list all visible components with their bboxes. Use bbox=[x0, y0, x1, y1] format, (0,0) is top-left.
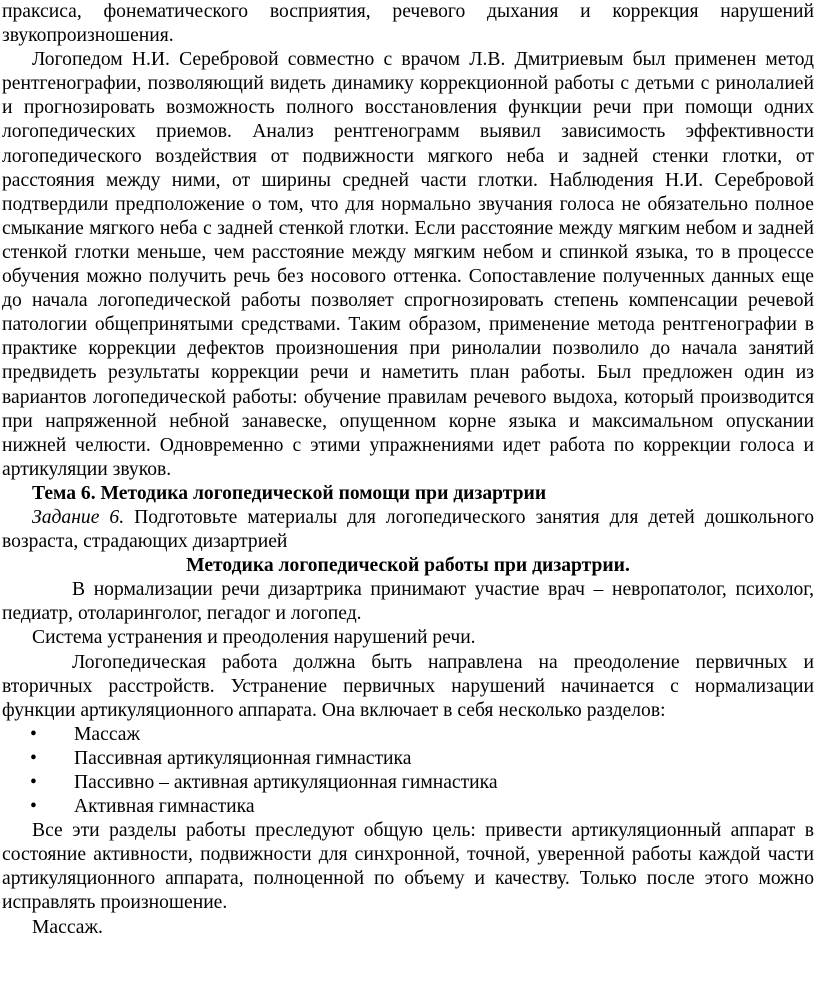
paragraph-participants: В нормализации речи дизартрика принимают участие врач – невропатолог, психолог, педиатр, отоларинголог, пегадог и логопед. bbox=[2, 579, 814, 625]
list-item bbox=[2, 747, 814, 771]
list-item bbox=[2, 771, 814, 795]
list-item-text: Массаж bbox=[74, 723, 140, 745]
list-item-text: Активная гимнастика bbox=[74, 796, 255, 818]
topic-heading: Тема 6. Методика логопедической помощи при дизартрии bbox=[32, 482, 547, 504]
list-item-text: Пассивно – активная артикуляционная гимнастика bbox=[74, 772, 498, 793]
paragraph-continuation: праксиса, фонематического восприятия, речевого дыхания и коррекция нарушений звукопроизношения. bbox=[2, 1, 814, 47]
paragraph-massage: Массаж. bbox=[32, 916, 103, 938]
bullet-marker: • bbox=[30, 772, 37, 793]
paragraph-system: Система устранения и преодоления нарушений речи. bbox=[32, 627, 476, 649]
list-item bbox=[2, 795, 814, 819]
list-item-text: Пассивная артикуляционная гимнастика bbox=[74, 747, 412, 769]
bullet-marker: • bbox=[30, 723, 37, 745]
paragraph-radiography: Логопедом Н.И. Серебровой совместно с врачом Л.В. Дмитриевым был применен метод рентгенографии, позволяющий видеть динамику коррекционной работы с детьми с ринолалией и прогнозировать возможность полного восстановления функции речи при помощи одних логопедических приемов. Анализ рентгенограмм выявил зависимость эффективности логопедического воздействия от подвижности мягкого неба и задней стенки глотки, от расстояния между ними, от ширины средней части глотки. Наблюдения Н.И. Серебровой подтвердили предположение о том, что для нормально звучания голоса не обязательно полное смыкание мягкого неба с задней стенкой глотки. Если расстояние между мягким небом и задней стенкой глотки меньше, чем расстояние между мягким небом и спинкой языка, то в процессе обучения можно получить речь без носового оттенка. Сопоставление полученных данных еще до начала логопедической работы позволяет спрогнозировать степень компенсации речевой патологии общепринятыми средствами. Таким образом, применение метода рентгенографии в практике коррекции дефектов произношения при ринолалии позволило до начала занятий предвидеть результаты коррекции речи и наметить план работы. Был предложен один из вариантов логопедической работы: обучение правилам речевого выдоха, который производится при напряженной небной занавеске, опущенном корне языка и максимальном опускании нижней челюсти. Одновременно с этими упражнениями идет работа по коррекции голоса и артикуляции звуков. bbox=[2, 49, 814, 480]
paragraph-logopedic-work: Логопедическая работа должна быть направлена на преодоление первичных и вторичных расстройств. Устранение первичных нарушений начинается с нормализации функции артикуляционного аппарата. Она включает в себя несколько разделов: bbox=[2, 651, 814, 721]
task-text: Подготовьте материалы для логопедического занятия для детей дошкольного возраста, страдающих дизартрией bbox=[2, 506, 815, 553]
task-label: Задание 6. bbox=[32, 506, 125, 528]
section-subheading: Методика логопедической работы при дизартрии. bbox=[186, 555, 630, 577]
sections-list bbox=[2, 723, 814, 819]
bullet-marker: • bbox=[30, 747, 37, 769]
paragraph-common-goal: Все эти разделы работы преследуют общую цель: привести артикуляционный аппарат в состояние активности, подвижности для синхронной, точной, уверенной работы каждой части артикуляционного аппарата, полноценной по объему и качеству. Только после этого можно исправлять произношение. bbox=[2, 820, 814, 914]
bullet-marker: • bbox=[30, 796, 37, 818]
list-item bbox=[2, 723, 814, 747]
task-paragraph bbox=[2, 506, 814, 554]
